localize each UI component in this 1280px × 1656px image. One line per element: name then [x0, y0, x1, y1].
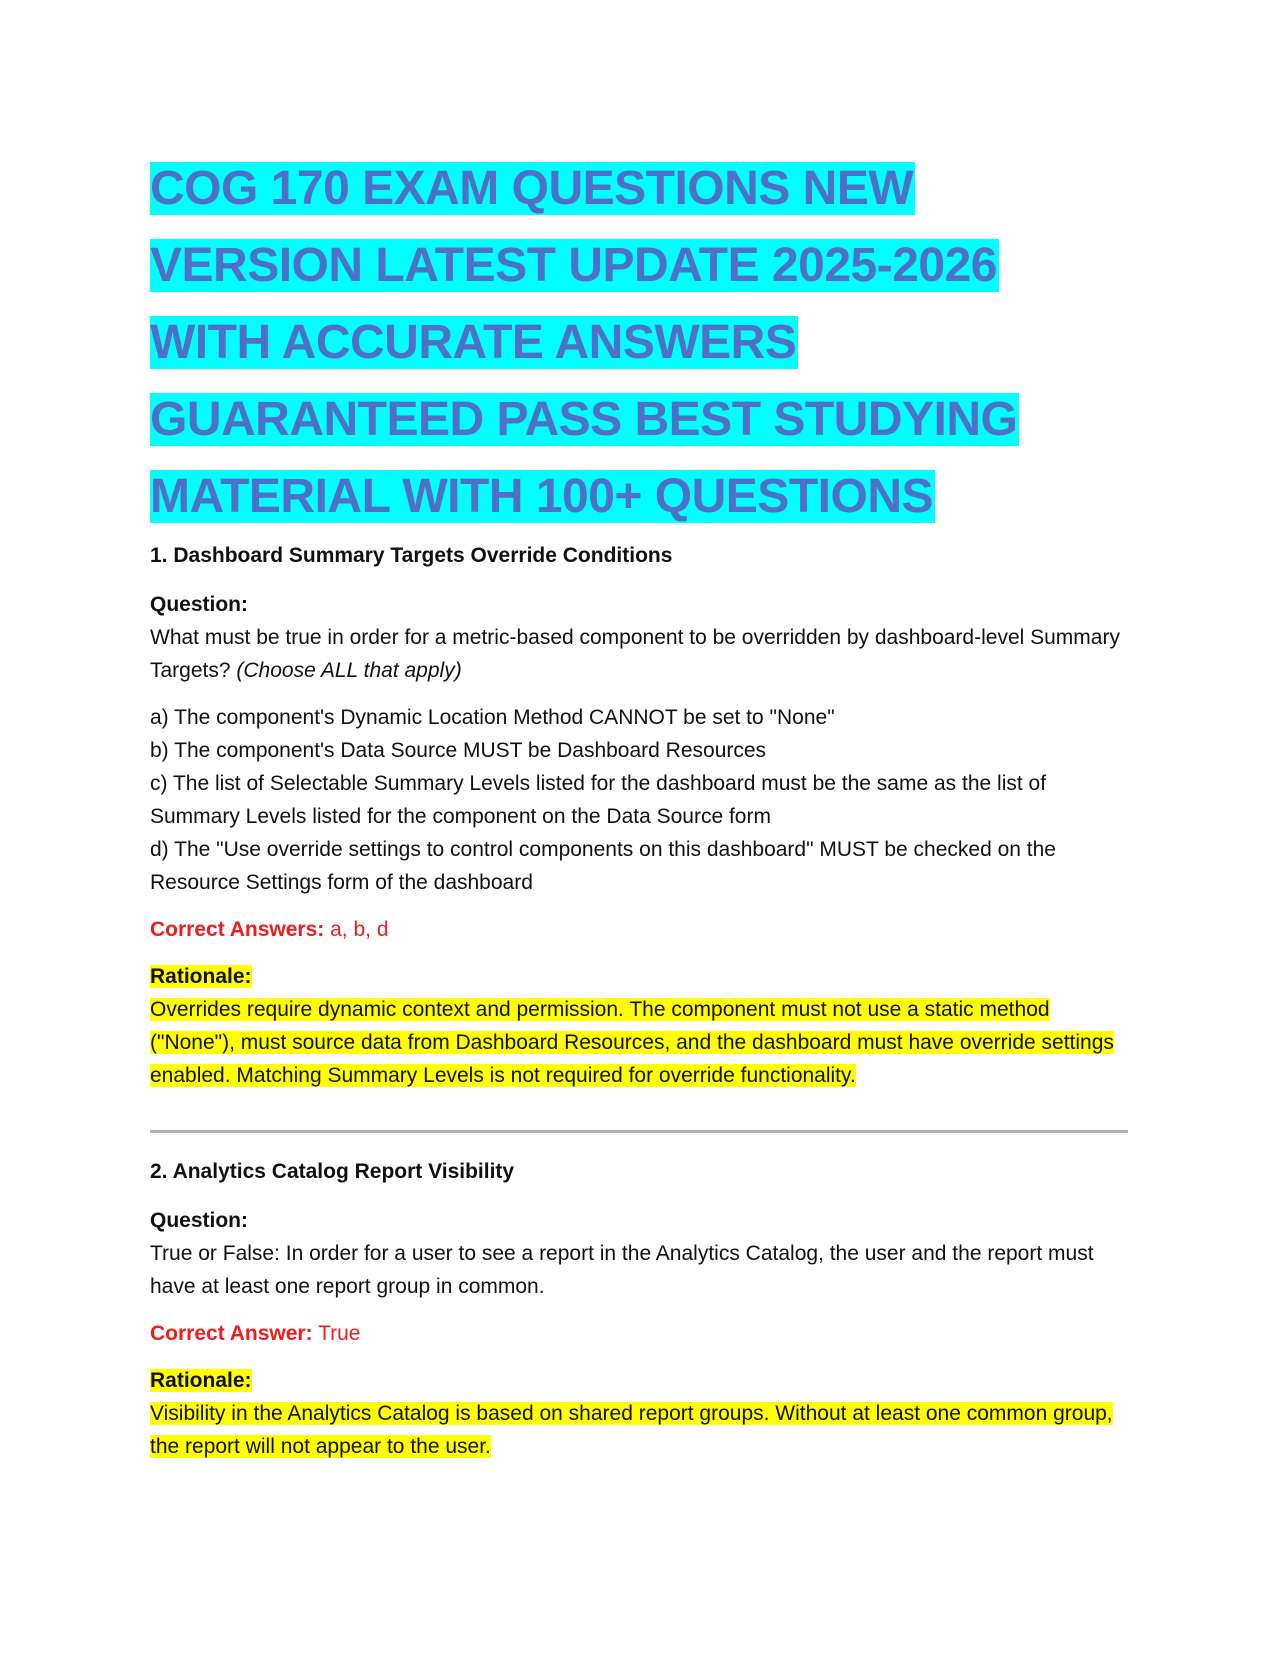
rationale-2-text-content: Visibility in the Analytics Catalog is based on shared report groups. Without at least one common group, the report will not appear to the user.	[150, 1402, 1113, 1458]
title-line-3: WITH ACCURATE ANSWERS	[150, 316, 797, 369]
question-1-options	[150, 701, 1135, 899]
question-block-2	[150, 1155, 1135, 1463]
question-1-answer	[150, 913, 1135, 946]
rationale-2-label-text: Rationale:	[150, 1369, 252, 1392]
answer-1-value: a, b, d	[330, 918, 389, 941]
option-a: a) The component's Dynamic Location Method CANNOT be set to "None"	[150, 706, 835, 729]
question-2-text: True or False: In order for a user to see a report in the Analytics Catalog, the user and the report must have at least one report group in common.	[150, 1242, 1094, 1298]
rationale-2-label	[150, 1364, 1135, 1397]
question-2-label: Question:	[150, 1209, 248, 1232]
question-1-heading: 1. Dashboard Summary Targets Override Conditions	[150, 544, 673, 567]
question-1-text	[150, 621, 1135, 687]
option-b: b) The component's Data Source MUST be Dashboard Resources	[150, 739, 767, 762]
answer-1-label: Correct Answers:	[150, 918, 325, 941]
title-line-2: VERSION LATEST UPDATE 2025-2026	[150, 239, 997, 292]
question-block-1	[150, 539, 1135, 1092]
question-1-note: (Choose ALL that apply)	[236, 659, 462, 682]
option-d: d) The "Use override settings to control components on this dashboard" MUST be checked on the Resource Settings form of the dashboard	[150, 838, 1056, 894]
question-1-label: Question:	[150, 593, 248, 616]
document-page	[150, 150, 1135, 1463]
title-line-1: COG 170 EXAM QUESTIONS NEW	[150, 162, 914, 215]
option-c: c) The list of Selectable Summary Levels listed for the dashboard must be the same as the list of Summary Levels listed for the component on the Data Source form	[150, 772, 1047, 828]
title-line-5: MATERIAL WITH 100+ QUESTIONS	[150, 470, 933, 523]
rationale-2-text	[150, 1397, 1135, 1463]
rationale-1-text	[150, 993, 1135, 1092]
rationale-1-label	[150, 960, 1135, 993]
rationale-1-label-text: Rationale:	[150, 965, 252, 988]
question-2-answer	[150, 1317, 1135, 1350]
title-line-4: GUARANTEED PASS BEST STUDYING	[150, 393, 1018, 446]
answer-2-value: True	[318, 1322, 361, 1345]
rationale-1-text-content: Overrides require dynamic context and permission. The component must not use a static method ("None"), must source data from Dashboard Resources, and the dashboard must have override settings enabled. Matching Summary Levels is not required for override functionality.	[150, 998, 1114, 1087]
section-divider	[150, 1130, 1128, 1133]
document-title	[150, 150, 1135, 535]
question-2-heading: 2. Analytics Catalog Report Visibility	[150, 1160, 515, 1183]
answer-2-label: Correct Answer:	[150, 1322, 313, 1345]
question-1-text-main: What must be true in order for a metric-based component to be overridden by dashboard-level Summary Targets?	[150, 626, 1120, 682]
